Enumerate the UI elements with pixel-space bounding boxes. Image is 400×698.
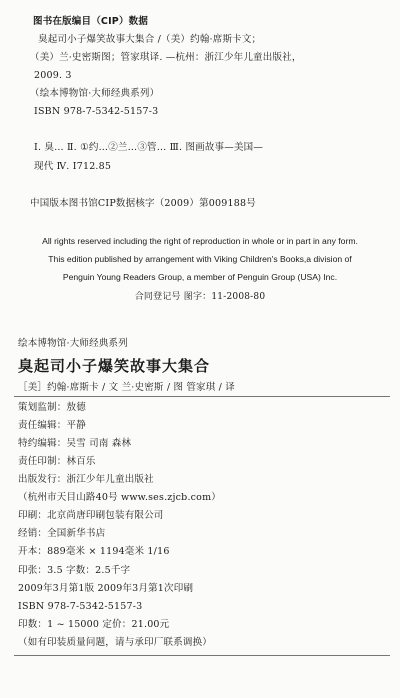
colophon-row: 2009年3月第1版 2009年3月第1次印刷 [18, 583, 194, 594]
top-divider [14, 396, 390, 397]
cip-line-1: 臭起司小子爆笑故事大集合 /（美）约翰·席斯卡文； [38, 34, 262, 45]
cip-heading: 图书在版编目（CIP）数据 [33, 16, 149, 27]
rights-line-3: Penguin Young Readers Group, a member of Penguin Group (USA) Inc. [62, 272, 338, 282]
colophon-row: 责任编辑：平静 [18, 420, 86, 431]
book-title: 臭起司小子爆笑故事大集合 [18, 357, 211, 375]
colophon-row: （如有印装质量问题，请与承印厂联系调换） [18, 637, 213, 648]
colophon-row: 出版发行：浙江少年儿童出版社 [18, 474, 154, 485]
cip-line-5: ISBN 978-7-5342-5157-3 [34, 106, 159, 117]
colophon-row: 开本：889毫米 × 1194毫米 1/16 [18, 546, 170, 557]
cip-line-2: （美）兰·史密斯图；管家琪译. —杭州：浙江少年儿童出版社， [30, 52, 302, 63]
colophon-row: 印张：3.5 字数：2.5千字 [18, 565, 131, 576]
colophon-row: 责任印制：林百乐 [18, 456, 96, 467]
colophon-row: 策划监制：敖德 [18, 402, 86, 413]
colophon-row: 特约编辑：吴雪 司南 森林 [18, 438, 132, 449]
colophon-row: 经销：全国新华书店 [18, 528, 106, 539]
rights-line-2: This edition published by arrangement with Viking Children's Books,a division of [48, 254, 352, 264]
series-name: 绘本博物馆·大师经典系列 [18, 338, 128, 349]
classification-line-1: Ⅰ. 臭… Ⅱ. ①约…②兰…③管… Ⅲ. 图画故事—美国— [34, 142, 264, 153]
colophon-row: 印刷：北京尚唐印刷包装有限公司 [18, 510, 164, 521]
cip-number: 中国版本图书馆CIP数据核字（2009）第009188号 [30, 198, 256, 209]
bottom-divider [14, 655, 390, 656]
colophon-row: ISBN 978-7-5342-5157-3 [18, 601, 143, 612]
authors-line: ［美］约翰·席斯卡 / 文 兰·史密斯 / 图 管家琪 / 译 [18, 382, 236, 393]
colophon-row: 印数：1 ~ 15000 定价：21.00元 [18, 619, 170, 630]
colophon-row: （杭州市天目山路40号 www.ses.zjcb.com） [18, 492, 222, 503]
classification-line-2: 现代 Ⅳ. Ⅰ712.85 [34, 161, 112, 172]
rights-line-1: All rights reserved including the right of reproduction in whole or in part in any form. [42, 236, 358, 246]
cip-line-4: （绘本博物馆·大师经典系列） [30, 88, 160, 99]
cip-line-3: 2009. 3 [34, 70, 72, 81]
contract-number: 合同登记号 图字：11-2008-80 [134, 292, 266, 302]
